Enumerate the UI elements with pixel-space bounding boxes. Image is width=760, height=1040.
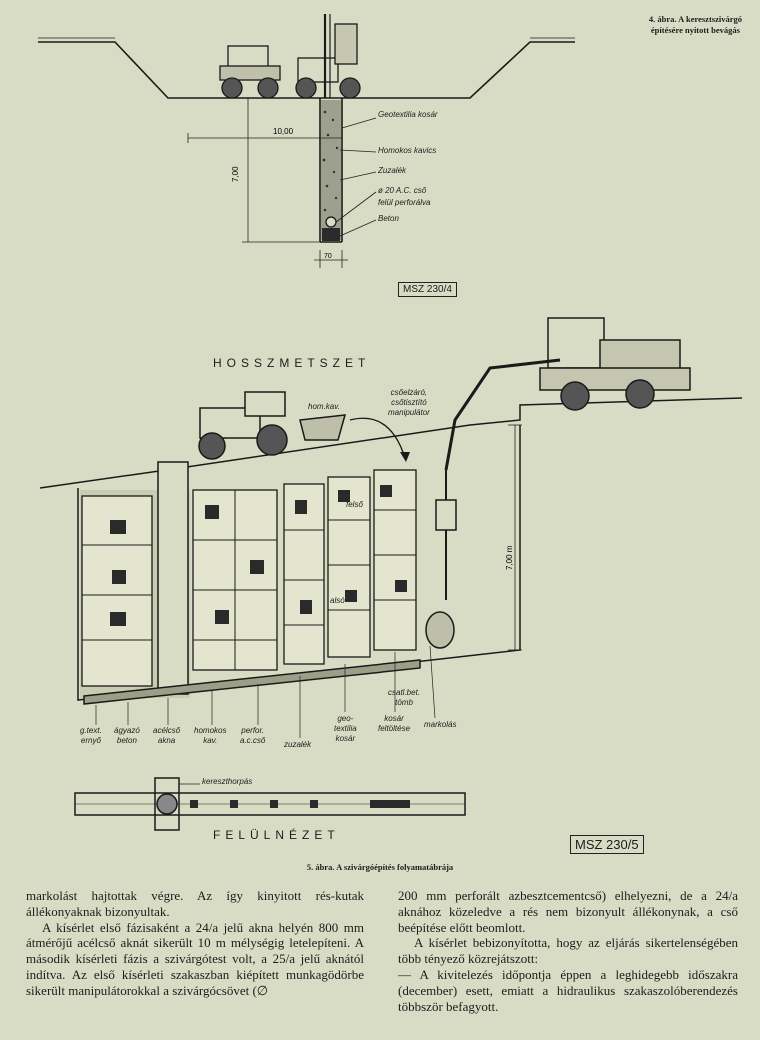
label-homokos: Homokos kavics [378, 146, 437, 155]
label-geotextil: Geotextilia kosár [378, 110, 438, 119]
figure-5-stamp: MSZ 230/5 [570, 835, 644, 854]
fig4-dim-width: 10,00 [273, 127, 294, 136]
bottom-label-agyazo-1: ágyazó [114, 726, 140, 735]
bottom-label-agyazo-2: beton [116, 736, 137, 745]
bottom-label-gtext-2: ernyő [80, 736, 101, 745]
label-zuzalek: Zuzalék [378, 166, 407, 175]
bottom-label-homokos-2: kav. [203, 736, 218, 745]
label-perforalva: felül perforálva [378, 198, 431, 207]
bottom-label-kosar [378, 714, 410, 734]
bottom-label-geotextil-2: textilia [334, 724, 357, 733]
fig5-depth-label: 7,00 m [505, 545, 514, 570]
figure-4-caption-line1: 4. ábra. A keresztszivárgó [648, 14, 742, 24]
fig4-dim-depth: 7,00 [231, 166, 240, 182]
bottom-label-perfor-2: a.c.cső [240, 736, 266, 745]
bottom-label-zuzalek: zuzalék [284, 740, 312, 749]
bottom-label-homokos [194, 726, 226, 746]
label-also: alsó [330, 596, 345, 605]
bottom-label-perfor-1: perfor. [241, 726, 265, 735]
bottom-label-kosar-2: feltöltése [378, 724, 411, 733]
bottom-label-acelcso-2: akna [157, 736, 176, 745]
bottom-label-markolas: markolás [424, 720, 457, 729]
label-cso: ø 20 A.C. cső [378, 186, 427, 195]
bottom-label-gtext-1: g.text. [80, 726, 102, 735]
figure-5-caption: 5. ábra. A szivárgóépítés folyamatábrája [306, 862, 454, 872]
label-manipulator [388, 388, 430, 418]
label-kereszt: kereszthorpás [202, 777, 253, 786]
bottom-label-geotextil [334, 714, 357, 744]
text-column-right [398, 888, 738, 1014]
label-felso: felső [346, 500, 363, 509]
bottom-label-geotextil-1: geo- [337, 714, 354, 723]
plan-title: FELÜLNÉZET [213, 828, 340, 842]
bottom-label-acelcso-1: acélcső [153, 726, 181, 735]
label-manipulator-3: manipulátor [388, 408, 430, 417]
fig4-dim-base: 70 [324, 253, 332, 260]
left-paragraph-1: markolást hajtottak végre. Az így kinyitott rés-kutak állékonyaknak bizonyultak. [26, 888, 364, 919]
label-csatl-2: tömb [395, 698, 413, 707]
label-manipulator-1: csőelzáró, [390, 388, 428, 397]
right-paragraph-3: — A kivitelezés időpontja éppen a leghidegebb időszakra (december) esett, emiatt a hidraulikus szakaszolóberendezés többször befagyott. [398, 966, 738, 1014]
section-title: HOSSZMETSZET [213, 356, 371, 370]
label-csatl [388, 688, 420, 708]
left-paragraph-2: A kísérlet első fázisaként a 24/a jelű akna helyén 800 mm átmérőjű acélcső aknát sikerült 10 m mélységig letelepíteni. A második kísérleti fázis a szivárgótest volt, a 25/a jelű aknától indítva. Az első kísérleti szakaszban kiépített munkagödörbe sikerült manipulátorokkal a szivárgócsövet (∅ [26, 919, 364, 998]
right-paragraph-1: 200 mm perforált azbesztcementcső) elhelyezni, de a 24/a aknához közeledve a rés nem bizonyult állékonynak, a cső beépítése előtt beomlott. [398, 888, 738, 935]
text-column-left [26, 888, 364, 999]
bottom-label-geotextil-3: kosár [335, 734, 356, 743]
label-homkav: hom.kav. [308, 402, 340, 411]
bottom-label-agyazo [114, 726, 140, 746]
right-paragraph-2: A kísérlet bebizonyította, hogy az eljárás sikertelenségében több tényező közrejátszott: [398, 935, 738, 967]
bottom-label-gtext [80, 726, 102, 746]
figure-4-stamp: MSZ 230/4 [398, 282, 457, 297]
bottom-label-perfor [240, 726, 265, 746]
label-beton: Beton [378, 214, 399, 223]
bottom-label-homokos-1: homokos [194, 726, 227, 735]
label-manipulator-2: csőtisztító [391, 398, 427, 407]
figure-4-caption-line2: építésére nyitott bevágás [650, 25, 740, 35]
bottom-label-kosar-1: kosár [384, 714, 404, 723]
bottom-label-acelcso [153, 726, 180, 746]
label-csatl-1: csatl.bet. [388, 688, 421, 697]
